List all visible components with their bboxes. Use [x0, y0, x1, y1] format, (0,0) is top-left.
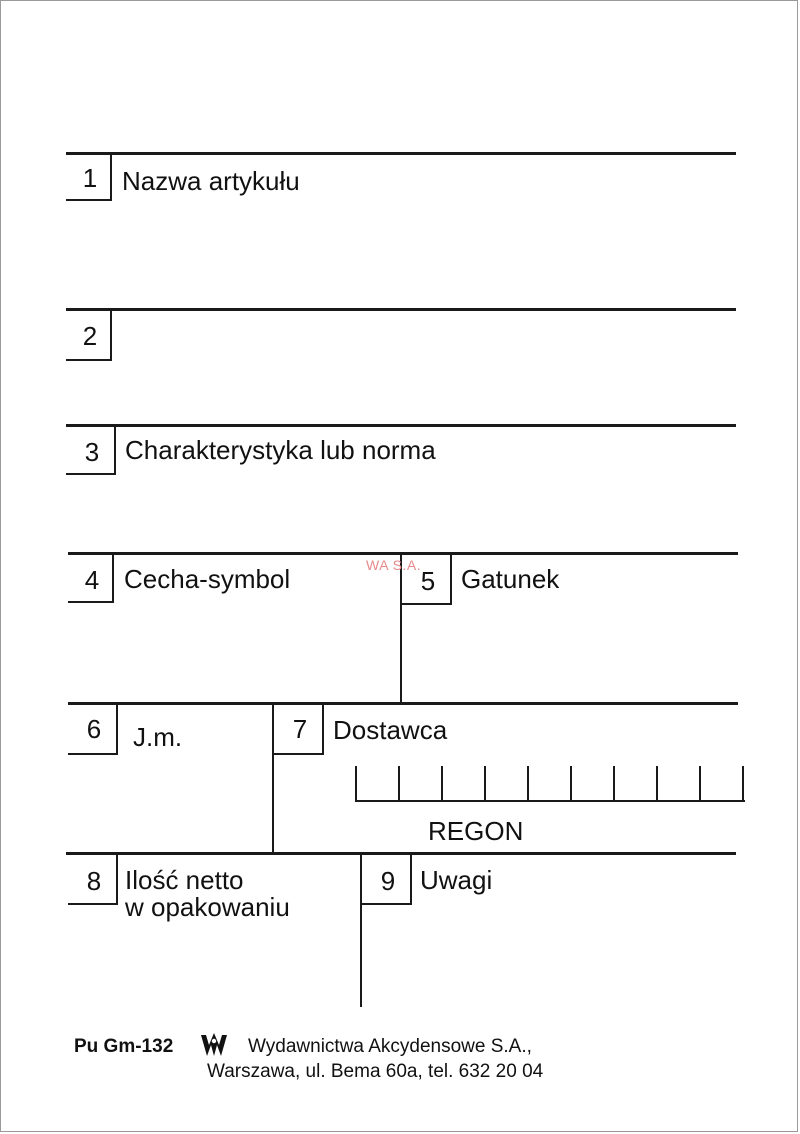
field-8-label-line1: Ilość netto [125, 865, 244, 895]
regon-baseline [355, 800, 745, 802]
field-8-label [125, 867, 290, 922]
field-4-number: 4 [68, 555, 114, 603]
wa-logo-icon [200, 1032, 228, 1058]
regon-tick [484, 766, 486, 800]
field-7-number: 7 [274, 705, 324, 755]
field-1-number: 1 [66, 155, 112, 201]
section-6-rule [68, 702, 738, 705]
field-8-number: 8 [68, 855, 118, 905]
regon-label: REGON [428, 816, 524, 846]
regon-tick [742, 766, 744, 800]
regon-tick [570, 766, 572, 800]
regon-tick [613, 766, 615, 800]
regon-tick [398, 766, 400, 800]
regon-tick [699, 766, 701, 800]
publisher-name: Wydawnictwa Akcydensowe S.A., [248, 1036, 532, 1057]
field-8-label-line2: w opakowaniu [125, 892, 290, 923]
field-5-number: 5 [402, 555, 452, 605]
field-1-label: Nazwa artykułu [122, 166, 300, 196]
field-3-number: 3 [66, 427, 116, 475]
section-3-rule [66, 424, 736, 427]
form-code: Pu Gm-132 [74, 1036, 174, 1057]
field-6-label: J.m. [133, 722, 183, 752]
field-3-label: Charakterystyka lub norma [125, 435, 436, 465]
regon-tick [355, 766, 357, 800]
section-2-rule [66, 308, 736, 311]
section-1-rule [66, 152, 736, 155]
regon-tick [441, 766, 443, 800]
field-6-number: 6 [68, 705, 118, 755]
field-9-number: 9 [362, 855, 412, 905]
regon-tick [527, 766, 529, 800]
regon-tick [656, 766, 658, 800]
watermark: WA S.A. [366, 557, 422, 573]
field-5-label: Gatunek [461, 564, 560, 594]
field-2-number: 2 [66, 311, 112, 361]
publisher-address: Warszawa, ul. Bema 60a, tel. 632 20 04 [207, 1061, 544, 1082]
field-7-label: Dostawca [333, 715, 448, 745]
field-9-label: Uwagi [420, 865, 493, 895]
field-4-label: Cecha-symbol [124, 564, 291, 594]
